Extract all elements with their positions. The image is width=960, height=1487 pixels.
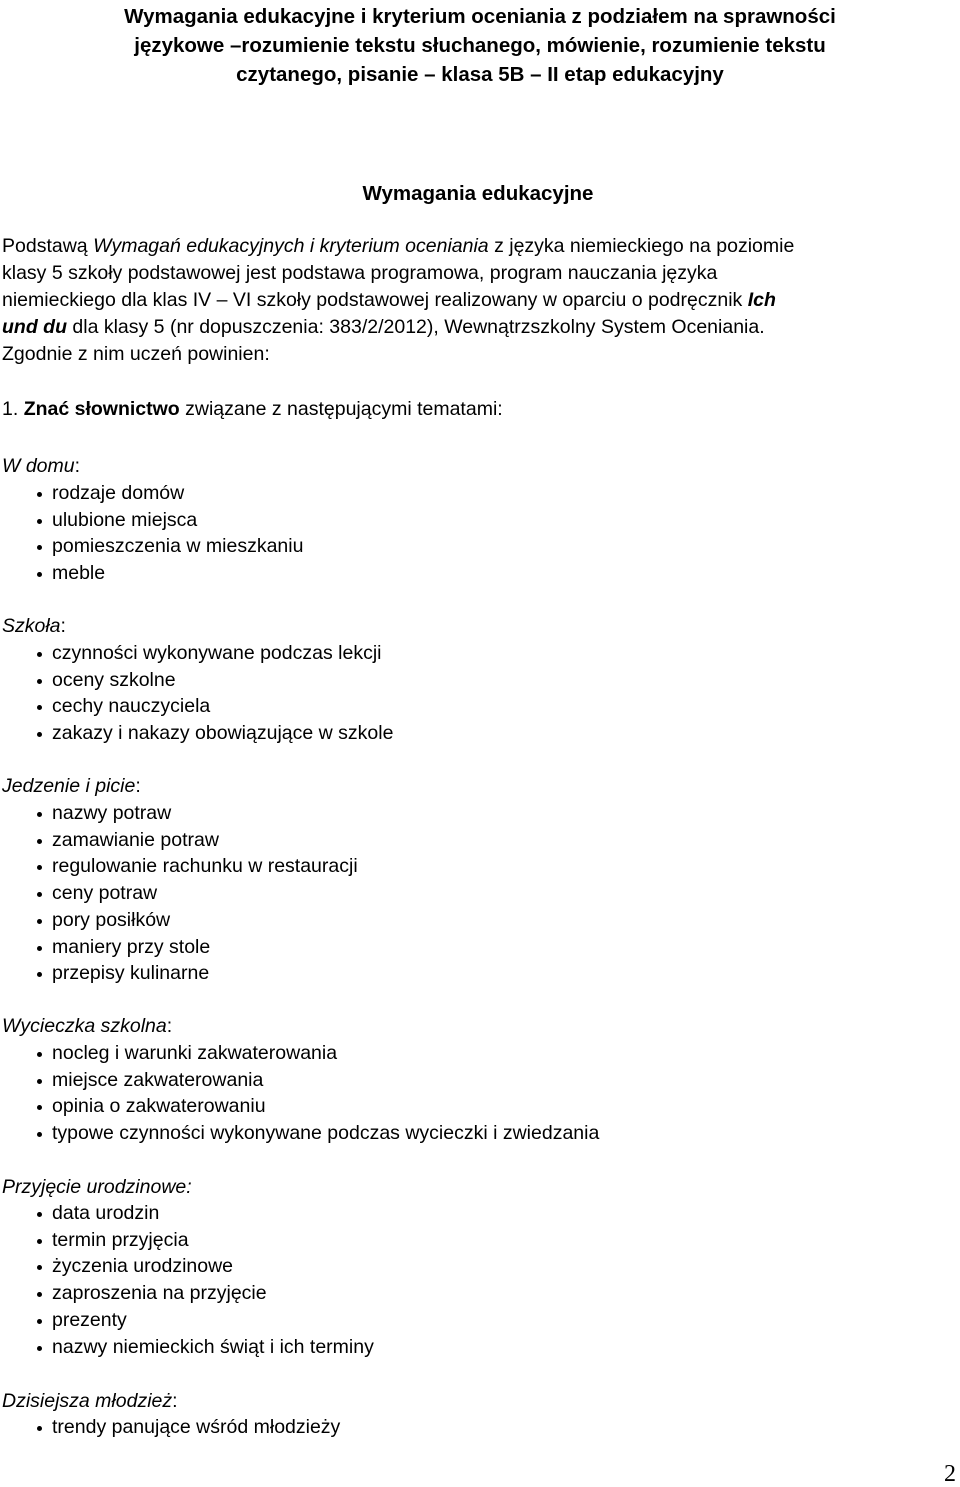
title-line-2: językowe –rozumienie tekstu słuchanego, mówienie, rozumienie tekstu [134, 34, 826, 57]
section-title: Wymagania edukacyjne [362, 182, 594, 205]
list-item: regulowanie rachunku w restauracji [37, 853, 358, 880]
list-item: termin przyjęcia [37, 1227, 374, 1254]
list-item: ulubione miejsca [37, 507, 303, 534]
section-heading-mlodziez: Dzisiejsza młodzież: [2, 1390, 178, 1412]
textbook-name: und du [2, 316, 67, 338]
list-item: opinia o zakwaterowaniu [37, 1093, 599, 1120]
list-item: czynności wykonywane podczas lekcji [37, 640, 393, 667]
list-item: pory posiłków [37, 907, 358, 934]
list-item: nocleg i warunki zakwaterowania [37, 1040, 599, 1067]
list-item: ceny potraw [37, 880, 358, 907]
textbook-name: Ich [747, 289, 776, 311]
section-heading-wycieczka: Wycieczka szkolna: [2, 1015, 173, 1037]
list-w-domu [37, 480, 303, 587]
list-item: zaproszenia na przyjęcie [37, 1280, 374, 1307]
intro-text: niemieckiego dla klas IV – VI szkoły podstawowej realizowany w oparciu o podręcznik [2, 289, 748, 311]
intro-italic: Wymagań edukacyjnych i kryterium oceniania [93, 235, 489, 257]
point-text: związane z następującymi tematami: [179, 398, 503, 420]
list-item: typowe czynności wykonywane podczas wycieczki i zwiedzania [37, 1120, 599, 1147]
list-przyjecie [37, 1200, 374, 1360]
list-item: miejsce zakwaterowania [37, 1067, 599, 1094]
list-item: zamawianie potraw [37, 827, 358, 854]
point-number: 1. [2, 398, 24, 420]
title-line-1: Wymagania edukacyjne i kryterium oceniania z podziałem na sprawności [124, 5, 836, 28]
list-item: nazwy potraw [37, 800, 358, 827]
list-item: życzenia urodzinowe [37, 1253, 374, 1280]
list-item: prezenty [37, 1307, 374, 1334]
list-item: meble [37, 560, 303, 587]
intro-text: Podstawą [2, 235, 94, 257]
document-title [0, 2, 960, 89]
point-bold: Znać słownictwo [23, 398, 180, 420]
intro-line-4 [2, 314, 932, 341]
list-item: pomieszczenia w mieszkaniu [37, 533, 303, 560]
list-mlodziez [37, 1414, 340, 1441]
intro-line-2: klasy 5 szkoły podstawowej jest podstawa programowa, program nauczania języka [2, 262, 718, 284]
list-item: oceny szkolne [37, 667, 393, 694]
list-item: zakazy i nakazy obowiązujące w szkole [37, 720, 393, 747]
list-item: nazwy niemieckich świąt i ich terminy [37, 1334, 374, 1361]
list-item: przepisy kulinarne [37, 960, 358, 987]
intro-line-5: Zgodnie z nim uczeń powinien: [2, 343, 270, 365]
intro-line-3 [2, 287, 932, 314]
list-szkola [37, 640, 393, 747]
section-heading-w-domu: W domu: [2, 455, 81, 477]
intro-line-1 [2, 233, 932, 260]
list-item: trendy panujące wśród młodzieży [37, 1414, 340, 1441]
intro-paragraph [2, 233, 932, 368]
list-item: rodzaje domów [37, 480, 303, 507]
page-number: 2 [944, 1461, 956, 1487]
point-1 [2, 396, 503, 423]
intro-text: dla klasy 5 (nr dopuszczenia: 383/2/2012), Wewnątrzszkolny System Oceniania. [66, 316, 765, 338]
section-heading-szkola: Szkoła: [2, 615, 66, 637]
list-item: cechy nauczyciela [37, 693, 393, 720]
list-item: maniery przy stole [37, 934, 358, 961]
list-jedzenie [37, 800, 358, 987]
section-heading-przyjecie: Przyjęcie urodzinowe: [2, 1176, 192, 1198]
section-heading-jedzenie: Jedzenie i picie: [2, 775, 141, 797]
list-item: data urodzin [37, 1200, 374, 1227]
intro-text: z języka niemieckiego na poziomie [488, 235, 795, 257]
list-wycieczka [37, 1040, 599, 1147]
title-line-3: czytanego, pisanie – klasa 5B – II etap edukacyjny [236, 63, 724, 86]
